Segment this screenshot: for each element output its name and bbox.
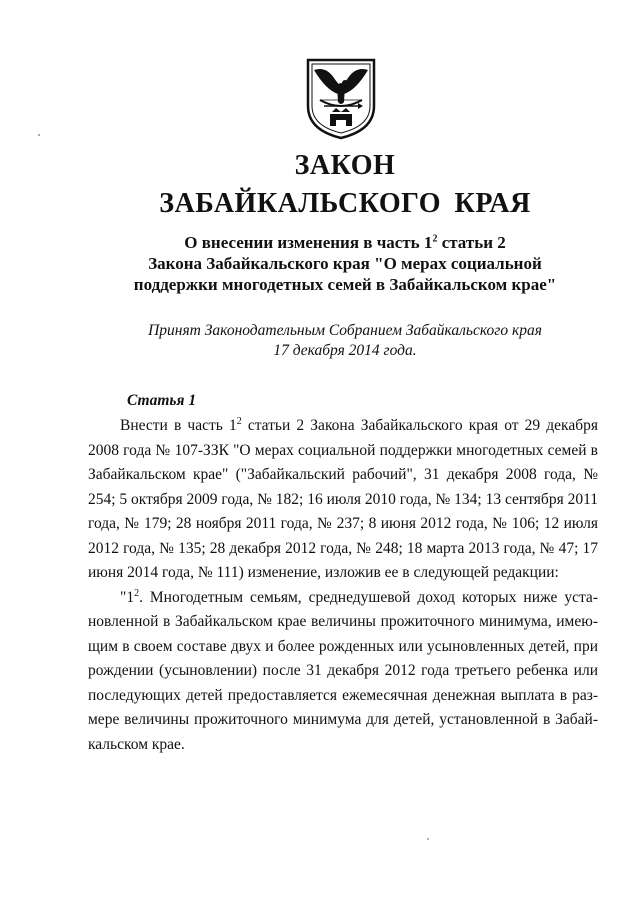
- coat-of-arms-icon: [304, 56, 378, 140]
- law-subtitle: [0, 232, 640, 295]
- law-title: ЗАКОН: [294, 150, 396, 181]
- scan-speck: [38, 134, 40, 136]
- paragraph-amendment: Внести в часть $1^2$ статьи 2 Закона Забайкальского края от 29 декабря 2008 года № 107-ЗЗК "О мерах социальной поддержки многодетных семей в Забайкальском крае" ("Забайкальский рабочий", 31 декабря 2008 года, № 254; 5 октября 2009 года, № 182; 16 июля 2010 года, № 134; 13 сентября 2011 года, № 179; 28 ноября 2011 года, № 237; 8 июня 2012 года, № 106; 12 июля 2012 года, № 135; 28 декабря 2012 года, № 248; 18 марта 2013 года, № 47; 17 июня 2014 года, № 111) изменение, изложив ее в следующей редакции:: [88, 415, 598, 581]
- article-heading: Статья 1: [127, 392, 197, 409]
- adoption-note-line-2: 17 декабря 2014 года.: [273, 342, 417, 359]
- adoption-note: [0, 321, 640, 361]
- adoption-note-line-1: Принят Законодательным Собранием Забайкальского края: [148, 322, 542, 339]
- paragraph-new-text: "$1^2$. Многодетным семьям, среднедушевой доход которых ниже установленной в Забайкальском крае величины прожиточного минимума, имеющим в своем составе двух и более рожденных или усыновленных детей, при рождении (усыновлении) после 31 декабря 2012 года третьего ребенка или последующих детей предоставляется ежемесячная денежная выплата в размере величины прожиточного минимума для детей, установленной в Забайкальском крае.: [88, 587, 598, 753]
- subtitle-line-1: О внесении изменения в часть $1^2$ статьи 2: [184, 233, 506, 252]
- article-body: [88, 414, 598, 757]
- subtitle-line-3: поддержки многодетных семей в Забайкальском крае": [133, 275, 557, 294]
- subtitle-line-2: Закона Забайкальского края "О мерах социальной: [148, 254, 542, 273]
- scan-speck: [427, 838, 429, 840]
- region-title: ЗАБАЙКАЛЬСКОГО КРАЯ: [159, 188, 531, 219]
